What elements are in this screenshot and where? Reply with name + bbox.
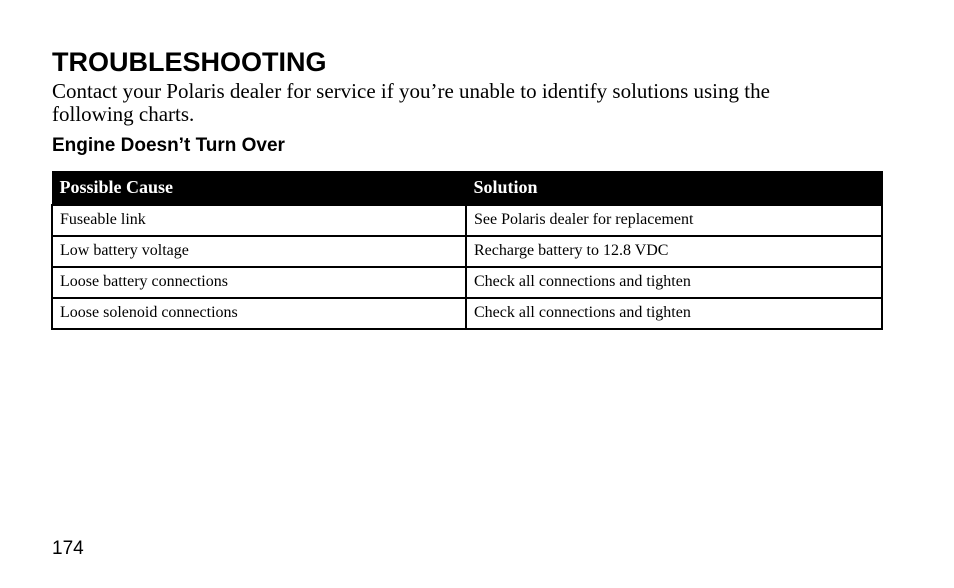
cause-cell: Loose battery connections [52, 267, 466, 298]
solution-cell: Check all connections and tighten [466, 298, 882, 329]
section-heading: Engine Doesn’t Turn Over [52, 135, 285, 156]
cause-cell: Low battery voltage [52, 236, 466, 267]
table-header-row [52, 172, 882, 205]
header-solution: Solution [466, 172, 882, 205]
troubleshooting-table [51, 171, 883, 330]
page-number: 174 [52, 538, 84, 559]
cause-cell: Loose solenoid connections [52, 298, 466, 329]
header-possible-cause: Possible Cause [52, 172, 466, 205]
page-title: TROUBLESHOOTING [52, 47, 327, 77]
solution-cell: Recharge battery to 12.8 VDC [466, 236, 882, 267]
table-row [52, 267, 882, 298]
cause-cell: Fuseable link [52, 205, 466, 236]
table-row [52, 236, 882, 267]
table-row [52, 298, 882, 329]
intro-paragraph: Contact your Polaris dealer for service if you’re unable to identify solutions using the following charts. [52, 79, 770, 126]
solution-cell: Check all connections and tighten [466, 267, 882, 298]
table-row [52, 205, 882, 236]
solution-cell: See Polaris dealer for replacement [466, 205, 882, 236]
